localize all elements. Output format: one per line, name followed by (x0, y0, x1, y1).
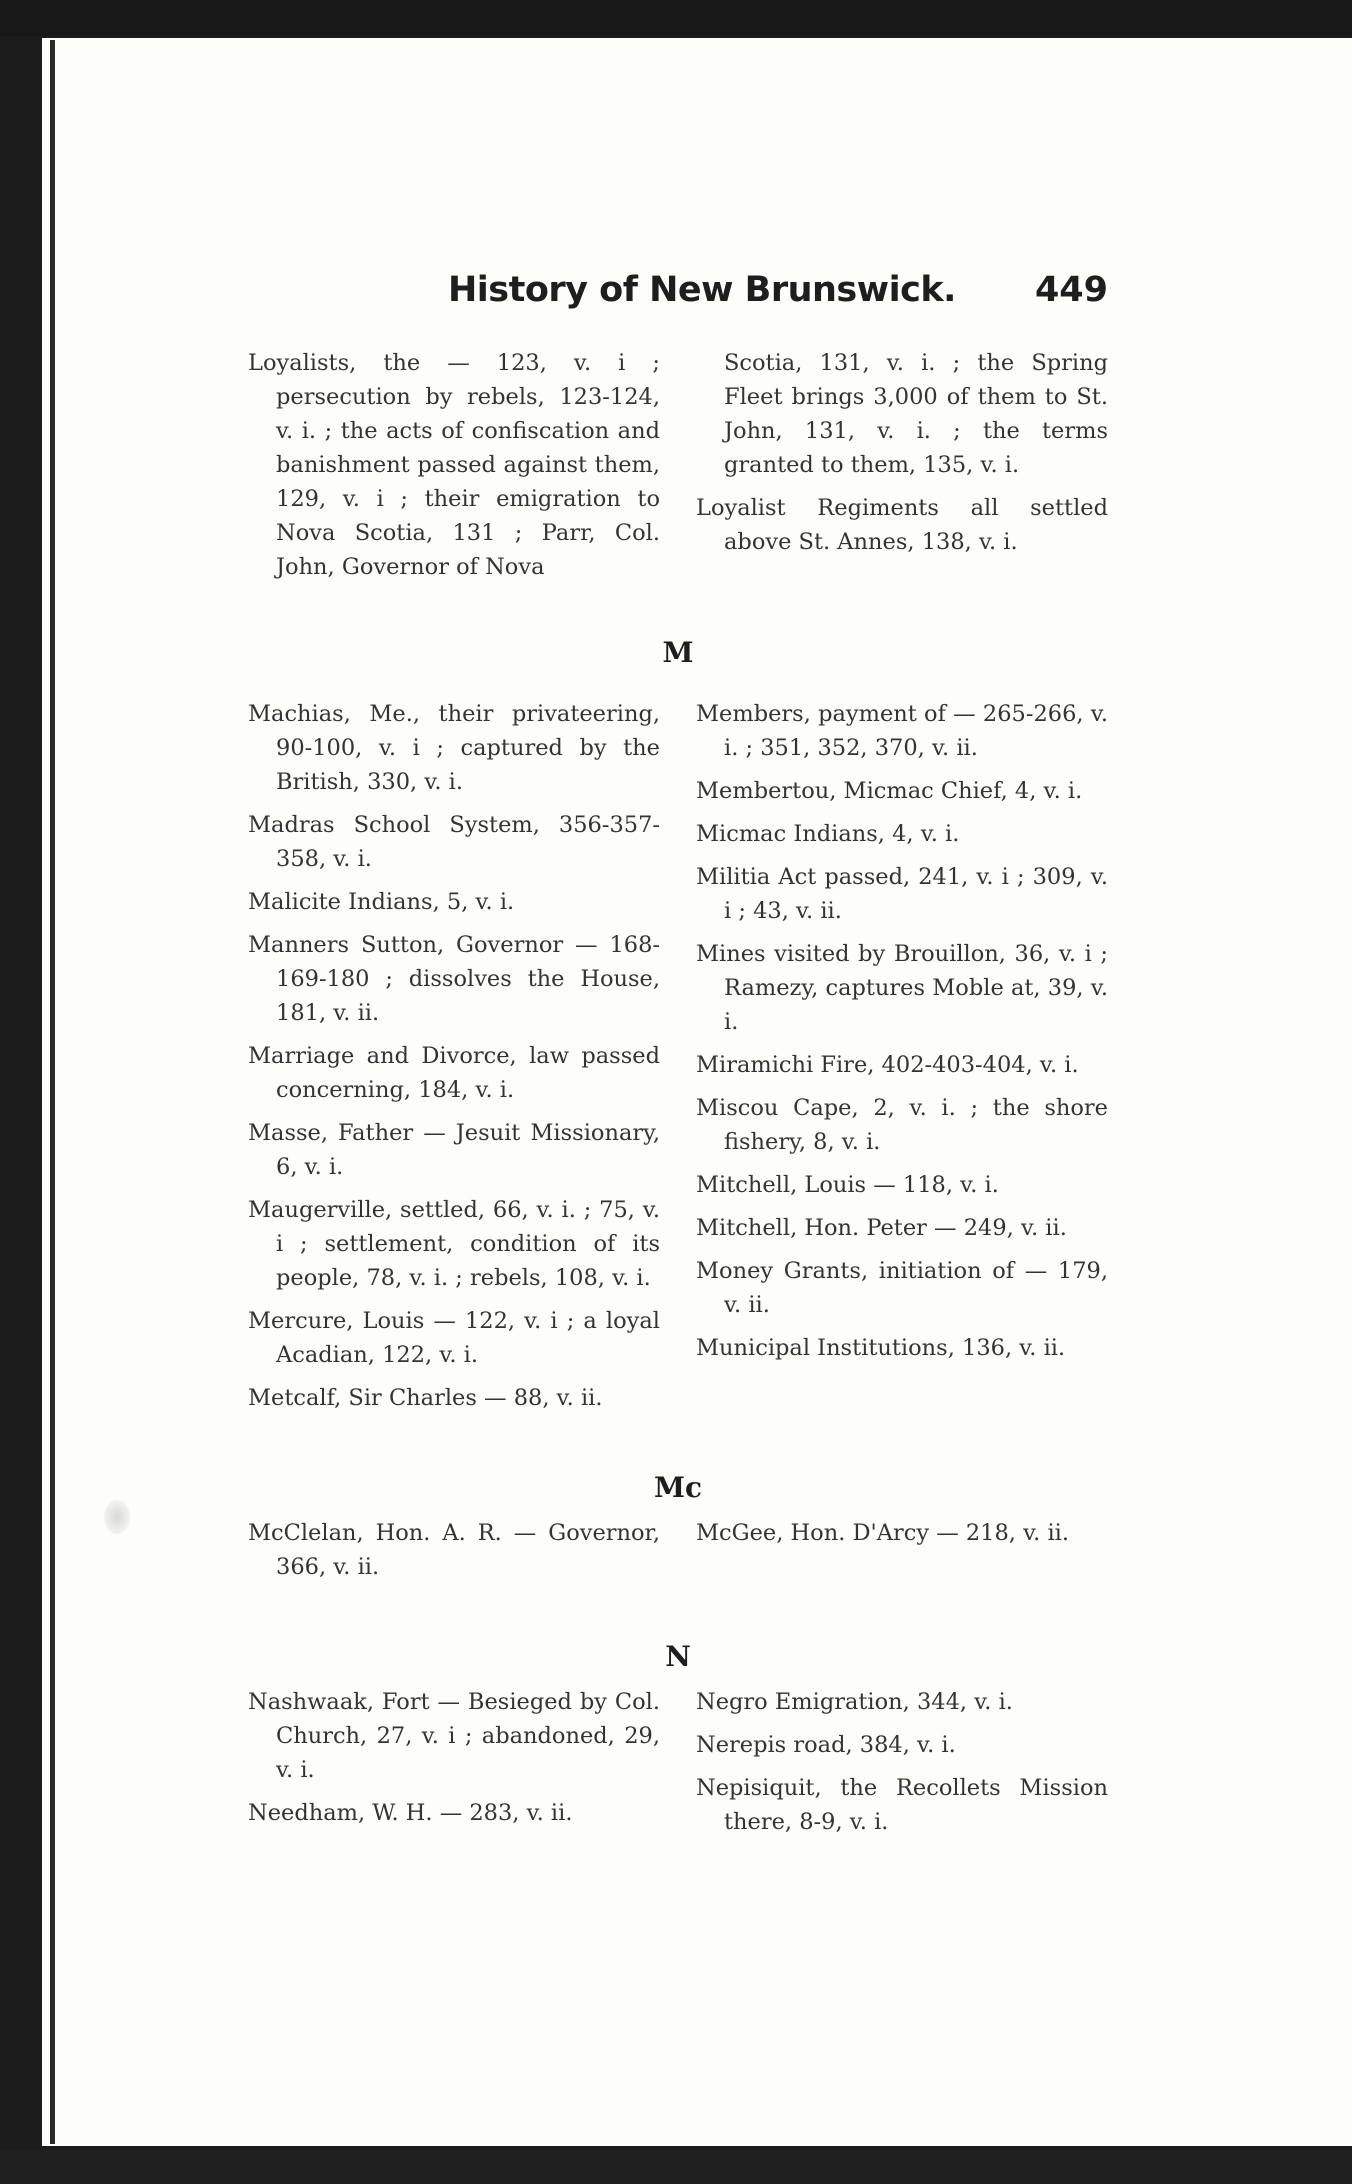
index-entry: Malicite Indians, 5, v. i. (248, 889, 515, 915)
index-entry: Needham, W. H. — 283, v. ii. (248, 1800, 573, 1826)
index-entry: Marriage and Divorce, law passed concerning, 184, v. i. (248, 1043, 660, 1103)
index-entry: Machias, Me., their privateering, 90-100, v. i ; captured by the British, 330, v. i. (248, 701, 660, 795)
left-column (248, 1516, 660, 1593)
index-entry: Negro Emigration, 344, v. i. (696, 1689, 1013, 1715)
right-column (696, 1685, 1108, 1848)
index-entry: Miscou Cape, 2, v. i. ; the shore fishery, 8, v. i. (696, 1095, 1108, 1155)
index-entry: Mercure, Louis — 122, v. i ; a loyal Acadian, 122, v. i. (248, 1308, 660, 1368)
left-column (248, 1685, 660, 1848)
index-entry: Masse, Father — Jesuit Missionary, 6, v. i. (248, 1120, 660, 1180)
scan-top-border (0, 0, 1352, 36)
scan-bottom-border (0, 2150, 1352, 2184)
index-entry: Members, payment of — 265-266, v. i. ; 351, 352, 370, v. ii. (696, 701, 1108, 761)
left-column (248, 346, 660, 593)
index-entry: Maugerville, settled, 66, v. i. ; 75, v. i ; settlement, condition of its people, 78, v. i. ; rebels, 108, v. i. (248, 1197, 660, 1291)
index-section-m (248, 697, 1108, 1424)
page-smudge (104, 1500, 130, 1534)
index-entry-continuation: Scotia, 131, v. i. ; the Spring Fleet brings 3,000 of them to St. John, 131, v. i. ; the terms granted to them, 135, v. i. (724, 350, 1108, 478)
index-entry: Municipal Institutions, 136, v. ii. (696, 1335, 1066, 1361)
index-entry: Miramichi Fire, 402-403-404, v. i. (696, 1052, 1079, 1078)
right-column (696, 1516, 1108, 1593)
index-section-l-continued (248, 346, 1108, 593)
index-entry: Metcalf, Sir Charles — 88, v. ii. (248, 1385, 603, 1411)
page-header (248, 270, 1108, 330)
index-entry: Membertou, Micmac Chief, 4, v. i. (696, 778, 1083, 804)
index-entry: McGee, Hon. D'Arcy — 218, v. ii. (696, 1520, 1069, 1546)
index-entry: Madras School System, 356-357-358, v. i. (248, 812, 660, 872)
page-number: 449 (1034, 270, 1108, 310)
index-entry: Nerepis road, 384, v. i. (696, 1732, 956, 1758)
index-entry: Micmac Indians, 4, v. i. (696, 821, 960, 847)
index-entry: Loyalist Regiments all settled above St. Annes, 138, v. i. (696, 495, 1108, 555)
section-letter-mc: Mc (653, 1471, 703, 1504)
index-entry: Manners Sutton, Governor — 168-169-180 ; dissolves the House, 181, v. ii. (248, 932, 660, 1026)
section-letter-n: N (665, 1640, 691, 1673)
page-edge-shadow (50, 40, 55, 2144)
index-entry: Mitchell, Louis — 118, v. i. (696, 1172, 999, 1198)
index-entry: Nepisiquit, the Recollets Mission there, 8-9, v. i. (696, 1775, 1108, 1835)
index-entry: Mitchell, Hon. Peter — 249, v. ii. (696, 1215, 1067, 1241)
index-entry: Loyalists, the — 123, v. i ; persecution by rebels, 123-124, v. i. ; the acts of confiscation and banishment passed against them, 129, v. i ; their emigration to Nova Scotia, 131 ; Parr, Col. John, Governor of Nova (248, 350, 660, 580)
index-section-mc (248, 1516, 1108, 1593)
index-entry: Nashwaak, Fort — Besieged by Col. Church, 27, v. i ; abandoned, 29, v. i. (248, 1689, 660, 1783)
section-letter-m: M (662, 636, 694, 669)
index-section-n (248, 1685, 1108, 1848)
running-title: History of New Brunswick. (448, 270, 956, 310)
index-entry: Militia Act passed, 241, v. i ; 309, v. i ; 43, v. ii. (696, 864, 1108, 924)
right-column (696, 346, 1108, 593)
index-content (248, 270, 1108, 1848)
left-column (248, 697, 660, 1424)
index-entry: Mines visited by Brouillon, 36, v. i ; Ramezy, captures Moble at, 39, v. i. (696, 941, 1108, 1035)
index-entry: McClelan, Hon. A. R. — Governor, 366, v. ii. (248, 1520, 660, 1580)
right-column (696, 697, 1108, 1424)
index-entry: Money Grants, initiation of — 179, v. ii. (696, 1258, 1108, 1318)
